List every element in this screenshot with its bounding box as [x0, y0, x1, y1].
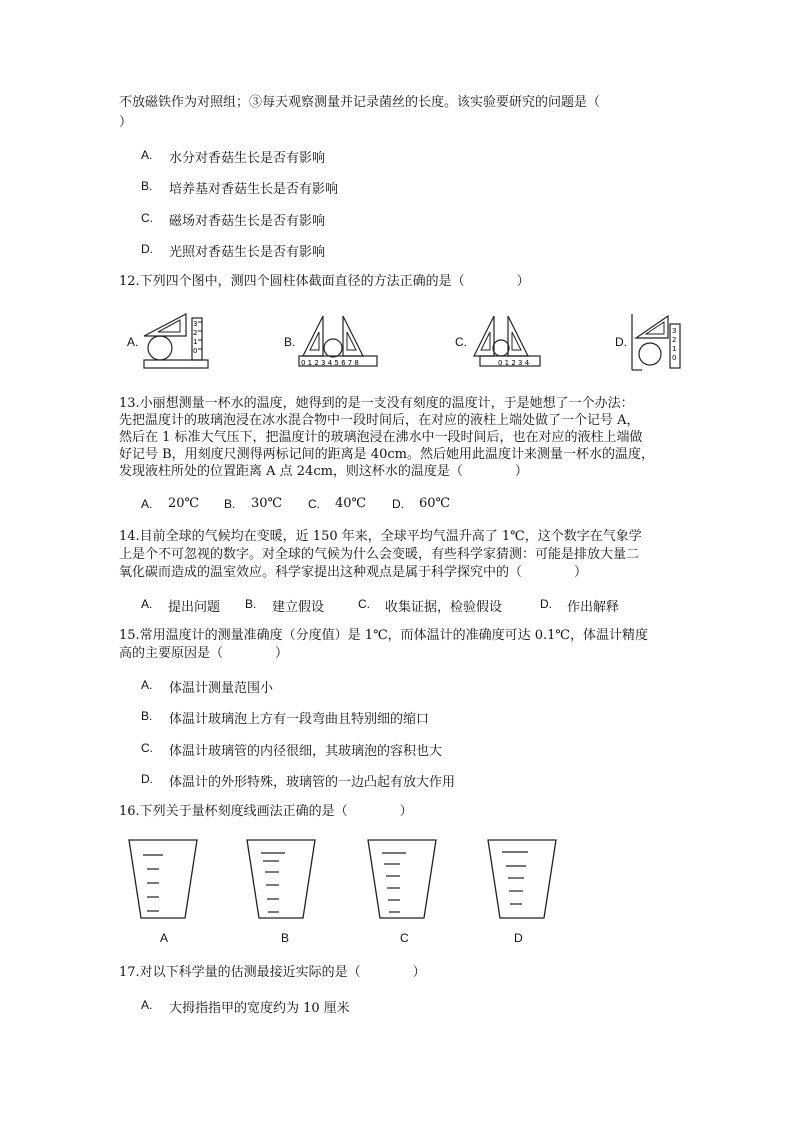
q15-option-a-text: 体温计测量范围小 — [169, 681, 274, 696]
q17-stem: 17.对以下科学量的估测最接近实际的是（ ） — [119, 965, 426, 980]
q12-d-tick-0: 0 — [672, 354, 677, 362]
q12-stem: 12.下列四个图中，测四个圆柱体截面直径的方法正确的是（ ） — [119, 274, 530, 289]
q13-option-a-text: 20℃ — [168, 496, 200, 511]
q13-stem-line2: 先把温度计的玻璃泡浸在冰水混合物中一段时间后，在对应的液柱上端处做了一个记号 A， — [119, 413, 640, 428]
q12-figure-b — [297, 314, 379, 368]
q14-stem-line3: 氧化碳而造成的温室效应。科学家提出这种观点是属于科学探究中的（ ） — [119, 565, 588, 580]
q12-a-tick-2: 2 — [193, 329, 198, 337]
q11-option-b-text: 培养基对香菇生长是否有影响 — [169, 182, 339, 197]
q13-option-b-text: 30℃ — [251, 496, 283, 511]
q15-option-d-text: 体温计的外形特殊，玻璃管的一边凸起有放大作用 — [169, 775, 456, 790]
q16-label-c: C — [400, 931, 409, 945]
q11-option-a-letter: A. — [141, 148, 153, 162]
q13-stem-line4: 好记号 B，用刻度尺测得两标记间的距离是 40cm。然后她用此温度计来测量一杯水的温度， — [119, 447, 654, 462]
q15-option-b-letter: B. — [141, 709, 153, 723]
q14-stem-line2: 上是个不可忽视的数字。对全球的气候为什么会变暖，有些科学家猜测：可能是排放大量二 — [119, 547, 640, 562]
q12-figure-c — [470, 314, 542, 368]
q16-label-a: A — [160, 931, 169, 945]
q13-option-a-letter: A. — [141, 497, 153, 511]
q13-stem-line1: 13.小丽想测量一杯水的温度，她得到的是一支没有刻度的温度计，于是她想了一个办法： — [119, 396, 634, 411]
q17-option-a-text: 大拇指指甲的宽度约为 10 厘米 — [169, 1001, 350, 1016]
q11-stem-line2: ） — [119, 115, 133, 130]
q16-beaker-a — [127, 838, 199, 920]
q12-d-tick-3: 3 — [672, 327, 677, 335]
q11-option-b-letter: B. — [141, 179, 153, 193]
q14-option-b-letter: B. — [245, 597, 257, 611]
q13-option-c-text: 40℃ — [335, 496, 367, 511]
q11-option-d-letter: D. — [141, 242, 153, 256]
q11-option-a-text: 水分对香菇生长是否有影响 — [169, 151, 326, 166]
q12-label-b: B. — [284, 335, 296, 349]
q14-option-c-text: 收集证据，检验假设 — [385, 600, 503, 615]
q14-option-d-text: 作出解释 — [567, 600, 620, 615]
q16-label-d: D — [514, 931, 523, 945]
q12-c-scale: 0 1 2 3 4 — [498, 359, 530, 367]
q13-option-d-text: 60℃ — [419, 496, 451, 511]
q17-option-a-letter: A. — [141, 998, 153, 1012]
q12-d-tick-1: 1 — [672, 345, 677, 353]
q14-option-a-letter: A. — [141, 597, 153, 611]
q13-stem-line5: 发现液柱所处的位置距离 A 点 24cm，则这杯水的温度是（ ） — [119, 464, 528, 479]
q13-stem-line3: 然后在 1 标准大气压下，把温度计的玻璃泡浸在沸水中一段时间后，也在对应的液柱上端做 — [119, 430, 643, 445]
q11-stem-line1: 不放磁铁作为对照组；③每天观察测量并记录菌丝的长度。该实验要研究的问题是（ — [119, 95, 601, 110]
q13-option-d-letter: D. — [392, 497, 404, 511]
q15-option-b-text: 体温计玻璃泡上方有一段弯曲且特别细的缩口 — [169, 712, 430, 727]
q16-label-b: B — [281, 931, 290, 945]
q12-a-tick-0: 0 — [193, 347, 198, 355]
q13-option-c-letter: C. — [308, 497, 320, 511]
q14-option-c-letter: C. — [358, 597, 370, 611]
q14-option-a-text: 提出问题 — [168, 600, 221, 615]
q15-option-a-letter: A. — [141, 678, 153, 692]
q12-a-tick-1: 1 — [193, 338, 198, 346]
q14-stem-line1: 14.目前全球的气候均在变暖，近 150 年来，全球平均气温升高了 1℃，这个数字在气象学 — [119, 529, 642, 544]
q16-stem: 16.下列关于量杯刻度线画法正确的是（ ） — [119, 804, 413, 819]
q12-label-a: A. — [127, 335, 139, 349]
q15-option-d-letter: D. — [141, 772, 153, 786]
q16-beaker-c — [366, 838, 438, 920]
q12-label-c: C. — [455, 335, 467, 349]
q12-figure-d — [628, 310, 688, 372]
q11-option-d-text: 光照对香菇生长是否有影响 — [169, 245, 326, 260]
q14-option-d-letter: D. — [540, 597, 552, 611]
q15-stem-line1: 15.常用温度计的测量准确度（分度值）是 1℃，而体温计的准确度可达 0.1℃，体温计精度 — [119, 628, 648, 643]
q16-beaker-b — [245, 838, 317, 920]
q12-a-tick-3: 3 — [193, 320, 198, 328]
q16-beaker-d — [486, 838, 558, 920]
q14-option-b-text: 建立假设 — [272, 600, 325, 615]
q12-d-tick-2: 2 — [672, 336, 677, 344]
q13-option-b-letter: B. — [224, 497, 236, 511]
q12-label-d: D. — [615, 335, 627, 349]
q11-option-c-letter: C. — [141, 211, 153, 225]
q12-b-scale: 0 1 2 3 4 5 6 7 8 — [301, 359, 359, 367]
q11-option-c-text: 磁场对香菇生长是否有影响 — [169, 214, 326, 229]
q15-option-c-letter: C. — [141, 741, 153, 755]
q15-option-c-text: 体温计玻璃管的内径很细，其玻璃泡的容积也大 — [169, 744, 443, 759]
q15-stem-line2: 高的主要原因是（ ） — [119, 646, 289, 661]
q12-figure-a — [138, 308, 210, 370]
